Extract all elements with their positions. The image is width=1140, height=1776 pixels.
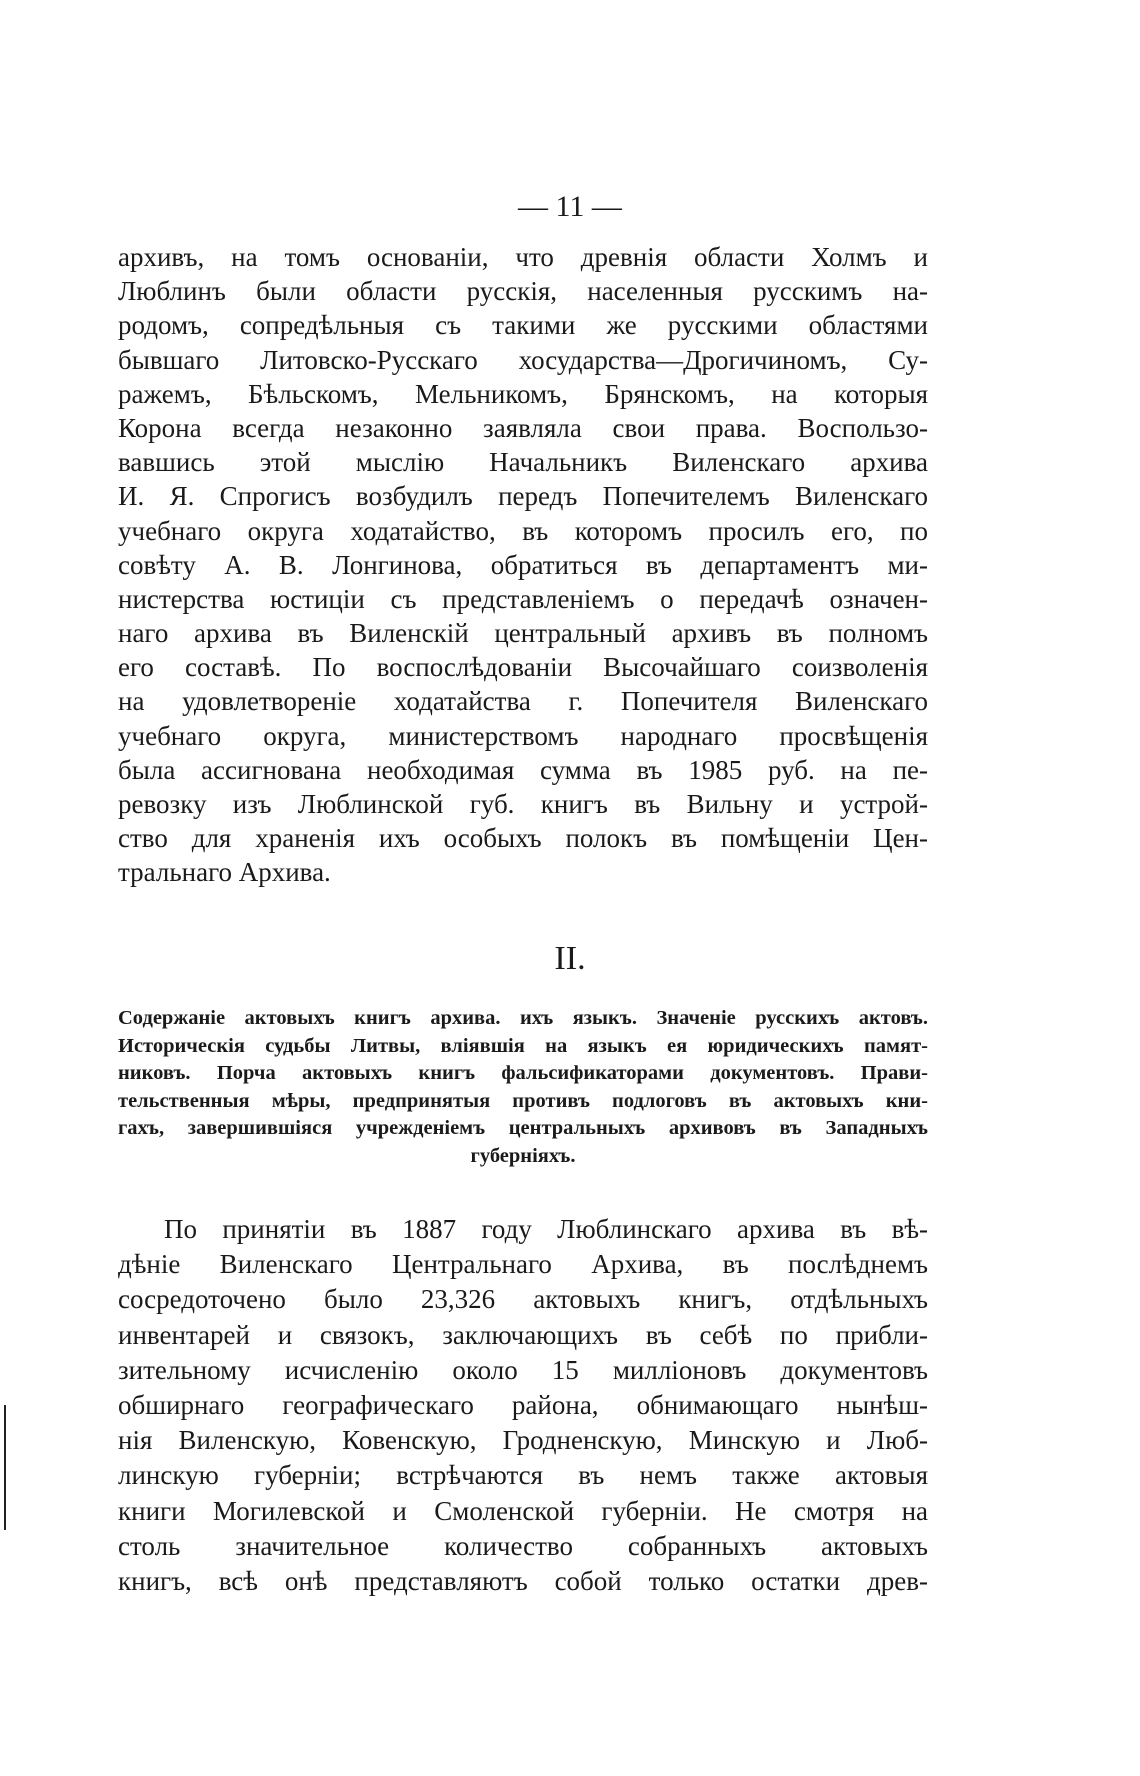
text-line: зительному исчисленію около 15 милліоновъ документовъ [118,1354,928,1385]
text-line: обширнаго географическаго района, обнимающаго нынѣш- [118,1389,928,1420]
summary-line: тельственныя мѣры, предпринятыя противъ подлоговъ въ актовыхъ кни- [118,1089,928,1112]
text-line: Люблинъ были области русскія, населенныя русскимъ на- [118,276,928,307]
paragraph-2 [118,1212,928,1599]
text-line: тральнаго Архива. [118,857,331,888]
summary-line: губерніяхъ. [470,1144,576,1167]
summary-line: Содержаніе актовыхъ книгъ архива. ихъ языкъ. Значеніе русскихъ актовъ. [118,1007,928,1029]
text-line: совѣту А. В. Лонгинова, обратиться въ департаментъ ми- [118,549,928,580]
text-line: архивъ, на томъ основаніи, что древнія области Холмъ и [118,242,928,272]
text-line: нія Виленскую, Ковенскую, Гродненскую, Минскую и Люб- [118,1425,928,1456]
text-line: И. Я. Спрогисъ возбудилъ передъ Попечителемъ Виленскаго [118,481,928,512]
margin-rule [4,1405,6,1530]
section-summary [118,1005,928,1170]
text-line: на удовлетвореніе ходатайства г. Попечителя Виленскаго [118,686,928,717]
page-number: — 11 — [518,190,622,223]
summary-line: никовъ. Порча актовыхъ книгъ фальсификаторами документовъ. Прави- [118,1062,928,1084]
text-line: его составѣ. По воспослѣдованіи Высочайшаго соизволенія [118,652,928,683]
text-line: наго архива въ Виленскій центральный архивъ въ полномъ [118,618,928,649]
text-line: была ассигнована необходимая сумма въ 1985 руб. на пе- [118,754,928,785]
text-line: дѣніе Виленскаго Центральнаго Архива, въ послѣднемъ [118,1249,928,1280]
text-line: Корона всегда незаконно заявляла свои права. Воспользо- [118,412,928,443]
text-line: родомъ, сопредѣльныя съ такими же русскими областями [118,310,928,341]
section-numeral: II. [554,940,586,977]
text-line: ревозку изъ Люблинской губ. книгъ въ Вильну и устрой- [118,789,928,819]
text-line: книгъ, всѣ онѣ представляютъ собой только остатки древ- [118,1565,928,1596]
text-line: линскую губерніи; встрѣчаются въ немъ также актовыя [118,1460,928,1491]
text-line: вавшись этой мыслію Начальникъ Виленскаго архива [118,447,928,478]
text-line: По принятіи въ 1887 году Люблинскаго архива въ вѣ- [164,1214,928,1244]
text-line: ство для храненія ихъ особыхъ полокъ въ помѣщеніи Цен- [118,823,928,854]
text-line: нистерства юстиціи съ представленіемъ о передачѣ означен- [118,583,928,614]
text-line: учебнаго округа ходатайство, въ которомъ просилъ его, по [118,515,928,546]
text-line: учебнаго округа, министерствомъ народнаго просвѣщенія [118,720,928,751]
text-line: книги Могилевской и Смоленской губерніи. Не смотря на [118,1495,928,1526]
paragraph-1 [118,240,928,890]
text-line: столь значительное количество собранныхъ актовыхъ [118,1530,928,1561]
text-line: инвентарей и связокъ, заключающихъ въ себѣ по прибли- [118,1319,928,1350]
text-line: бывшаго Литовско-Русскаго хосударства—Дрогичиномъ, Су- [118,344,928,375]
summary-line: гахъ, завершившіяся учрежденіемъ центральныхъ архивовъ въ Западныхъ [118,1117,928,1139]
text-line: ражемъ, Бѣльскомъ, Мельникомъ, Брянскомъ, на которыя [118,378,928,409]
text-line: сосредоточено было 23,326 актовыхъ книгъ, отдѣльныхъ [118,1284,928,1315]
summary-line: Историческія судьбы Литвы, вліявшія на языкъ ея юридическихъ памят- [118,1034,928,1057]
